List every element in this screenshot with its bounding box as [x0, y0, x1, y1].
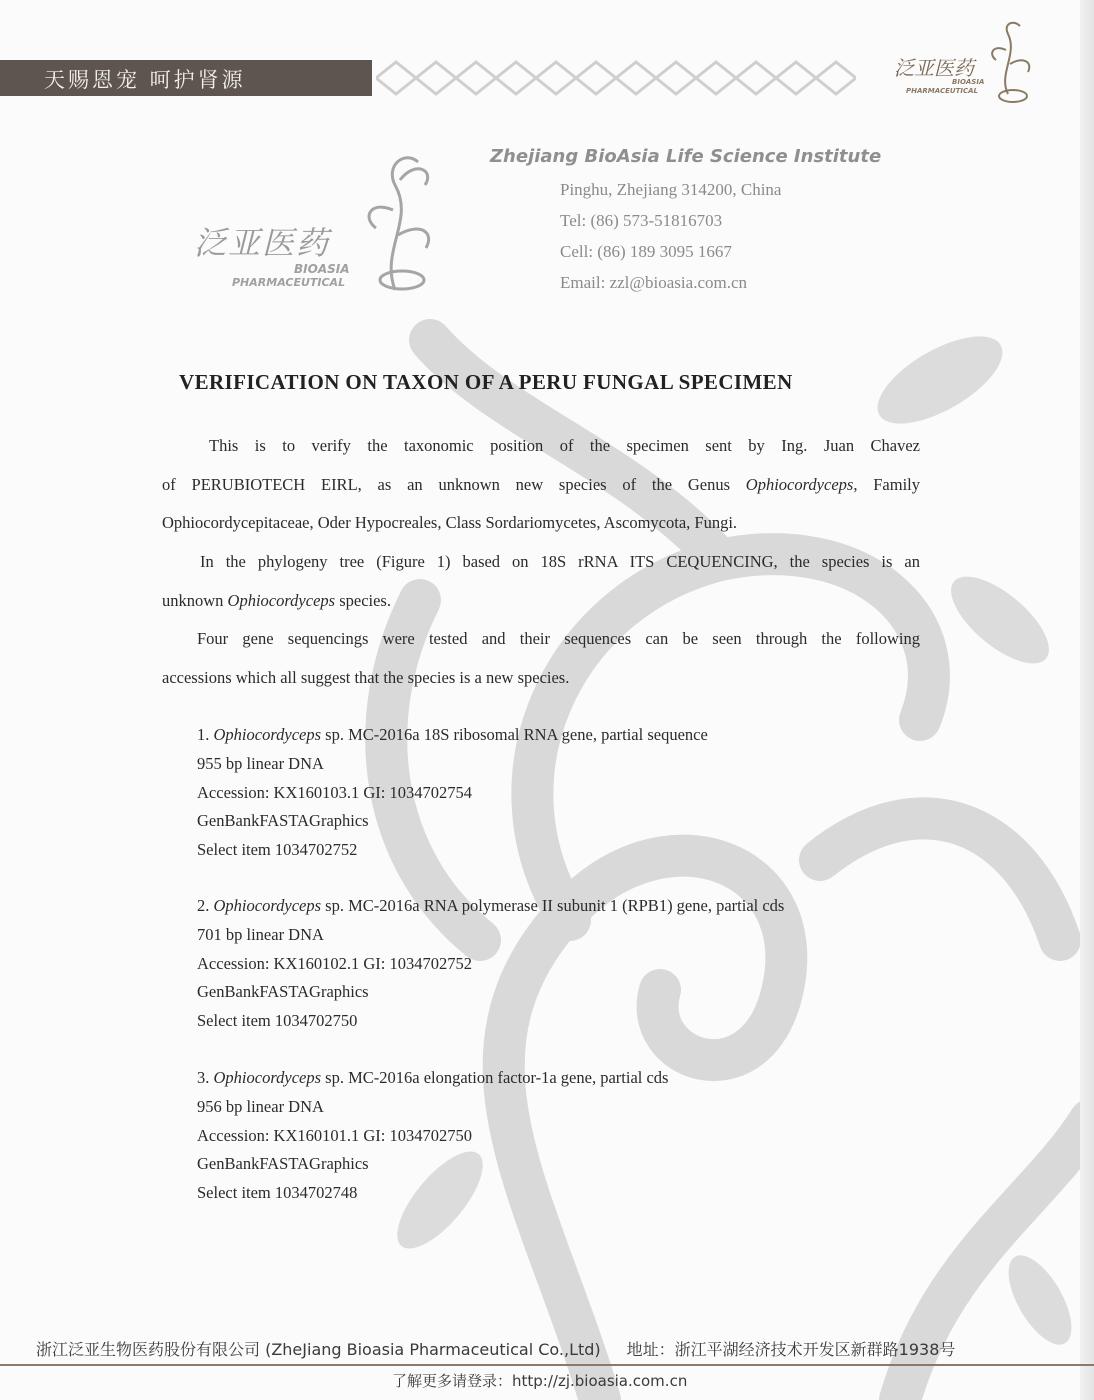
p2-text-a: unknown	[162, 591, 228, 610]
header-pattern	[376, 58, 856, 98]
item-3-select: Select item 1034702748	[197, 1183, 358, 1202]
item-2-heading	[197, 896, 784, 916]
header-slogan: 天赐恩宠 呵护肾源	[44, 68, 246, 92]
paragraph-3-line-2: accessions which all suggest that the species is a new species.	[162, 668, 570, 687]
floral-watermark	[300, 300, 1094, 1400]
item-1-links: GenBankFASTAGraphics	[197, 811, 369, 830]
p1-text-a: of PERUBIOTECH EIRL, as an unknown new species of the Genus	[162, 475, 746, 494]
item-1-select: Select item 1034702752	[197, 840, 358, 859]
paragraph-2-line-1: In the phylogeny tree (Figure 1) based on 18S rRNA ITS CEQUENCING, the species is an	[200, 552, 920, 571]
item-3-links: GenBankFASTAGraphics	[197, 1154, 369, 1173]
item-2-accession: Accession: KX160102.1 GI: 1034702752	[197, 954, 472, 973]
item-2-select: Select item 1034702750	[197, 1011, 358, 1030]
p1-genus: Ophiocordyceps	[745, 475, 854, 494]
item-2-number: 2.	[197, 896, 214, 915]
item-1-number: 1.	[197, 725, 214, 744]
item-3-heading	[197, 1068, 668, 1088]
item-3-accession: Accession: KX160101.1 GI: 1034702750	[197, 1126, 472, 1145]
main-logo-cn: 泛亚医药	[194, 224, 331, 262]
main-logo	[190, 140, 450, 300]
corner-logo-cn: 泛亚医药	[894, 56, 974, 80]
item-1-genus: Ophiocordyceps	[213, 725, 322, 744]
paragraph-3-line-1: Four gene sequencings were tested and their sequences can be seen through the following	[197, 629, 920, 648]
document-title: VERIFICATION ON TAXON OF A PERU FUNGAL SPECIMEN	[179, 370, 793, 394]
corner-logo-en1: BIOASIA	[952, 78, 985, 86]
item-2-description: sp. MC-2016a RNA polymerase II subunit 1 (RPB1) gene, partial cds	[321, 896, 785, 915]
paragraph-1-line-2	[162, 475, 920, 495]
main-logo-en2: PHARMACEUTICAL	[232, 276, 346, 289]
item-1-heading	[197, 725, 708, 745]
p2-genus: Ophiocordyceps	[227, 591, 336, 610]
footer-divider	[0, 1364, 1094, 1366]
main-logo-en1: BIOASIA	[294, 262, 350, 276]
paragraph-1-line-1: This is to verify the taxonomic position of the specimen sent by Ing. Juan Chavez	[209, 436, 920, 455]
item-1-length: 955 bp linear DNA	[197, 754, 324, 773]
item-1-description: sp. MC-2016a 18S ribosomal RNA gene, partial sequence	[321, 725, 708, 744]
p1-text-b: , Family	[853, 475, 920, 494]
footer-website: 了解更多请登录：http://zj.bioasia.com.cn	[392, 1372, 688, 1390]
item-3-length: 956 bp linear DNA	[197, 1097, 324, 1116]
institute-tel: Tel: (86) 573-51816703	[560, 211, 723, 230]
paragraph-1-line-3: Ophiocordycepitaceae, Oder Hypocreales, Class Sordariomycetes, Ascomycota, Fungi.	[162, 513, 738, 532]
p2-text-b: species.	[335, 591, 391, 610]
scan-edge-shadow	[1080, 0, 1094, 1400]
item-3-number: 3.	[197, 1068, 214, 1087]
item-3-description: sp. MC-2016a elongation factor-1a gene, partial cds	[321, 1068, 669, 1087]
item-3-genus: Ophiocordyceps	[213, 1068, 322, 1087]
corner-logo-en2: PHARMACEUTICAL	[906, 87, 978, 95]
paragraph-2-line-2	[162, 591, 920, 611]
footer-company: 浙江泛亚生物医药股份有限公司 (ZheJiang Bioasia Pharmaceutical Co.,Ltd)	[36, 1340, 601, 1359]
footer-company-line	[36, 1337, 955, 1360]
item-2-length: 701 bp linear DNA	[197, 925, 324, 944]
institute-name: Zhejiang BioAsia Life Science Institute	[490, 146, 882, 167]
institute-address: Pinghu, Zhejiang 314200, China	[560, 180, 782, 199]
institute-cell: Cell: (86) 189 3095 1667	[560, 242, 732, 261]
item-1-accession: Accession: KX160103.1 GI: 1034702754	[197, 783, 472, 802]
corner-logo	[888, 14, 1048, 104]
institute-email: Email: zzl@bioasia.com.cn	[560, 273, 748, 292]
item-2-genus: Ophiocordyceps	[213, 896, 322, 915]
item-2-links: GenBankFASTAGraphics	[197, 982, 369, 1001]
footer-address: 地址：浙江平湖经济技术开发区新群路1938号	[626, 1340, 956, 1359]
